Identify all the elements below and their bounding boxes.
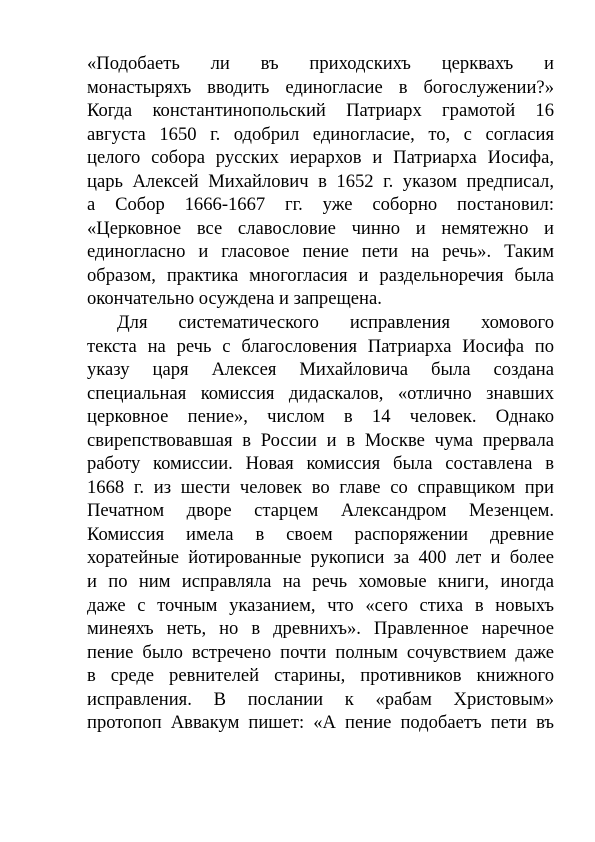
text-line: образом, практика многогласия и раздельноречия была	[87, 264, 554, 286]
text-line: целого собора русских иерархов и Патриарха Иосифа,	[87, 147, 554, 169]
text-line: единогласно и гласовое пение пети на речь». Таким	[87, 241, 554, 263]
text-line: исправления. В послании к «рабам Христовым»	[87, 688, 554, 710]
paragraph-1	[87, 52, 554, 311]
text-line: а Собор 1666-1667 гг. уже соборно постановил:	[87, 194, 554, 216]
text-line: работу комиссии. Новая комиссия была составлена в	[87, 453, 554, 475]
text-line: текста на речь с благословения Патриарха Иосифа по	[87, 335, 554, 357]
text-line: царь Алексей Михайлович в 1652 г. указом предписал,	[87, 170, 554, 192]
document-page	[87, 52, 554, 735]
paragraph-2	[87, 311, 554, 735]
text-line: протопоп Аввакум пишет: «А пение подобаетъ пети въ	[87, 712, 554, 734]
text-line: хоратейные йотированные рукописи за 400 лет и более	[87, 547, 554, 569]
text-line: августа 1650 г. одобрил единогласие, то, с согласия	[87, 123, 554, 145]
text-line: 1668 г. из шести человек во главе со справщиком при	[87, 476, 554, 498]
text-line: даже с точным указанием, что «сего стиха в новыхъ	[87, 594, 554, 616]
text-line: и по ним исправляла на речь хомовые книги, иногда	[87, 571, 554, 593]
text-line: «Церковное все славословие чинно и немятежно и	[87, 217, 554, 239]
text-line: в среде ревнителей старины, противников книжного	[87, 665, 554, 687]
text-line: свирепствовавшая в России и в Москве чума прервала	[87, 429, 554, 451]
text-line: указу царя Алексея Михайловича была создана	[87, 359, 554, 381]
text-line: Комиссия имела в своем распоряжении древние	[87, 523, 554, 545]
text-line: пение было встречено почти полным сочувствием даже	[87, 641, 554, 663]
text-line: специальная комиссия дидаскалов, «отлично знавших	[87, 382, 554, 404]
text-line: Печатном дворе старцем Александром Мезенцем.	[87, 500, 554, 522]
text-line: Для систематического исправления хомового	[117, 312, 554, 334]
text-line: окончательно осуждена и запрещена.	[87, 288, 382, 310]
text-line: монастыряхъ вводить единогласие в богослужении?»	[87, 76, 554, 98]
text-line: Когда константинопольский Патриарх грамотой 16	[87, 100, 554, 122]
text-line: церковное пение», числом в 14 человек. Однако	[87, 406, 554, 428]
text-line: «Подобаеть ли въ приходскихъ церквахъ и	[87, 53, 554, 74]
text-line: минеяхъ неть, но в древнихъ». Правленное наречное	[87, 618, 554, 640]
